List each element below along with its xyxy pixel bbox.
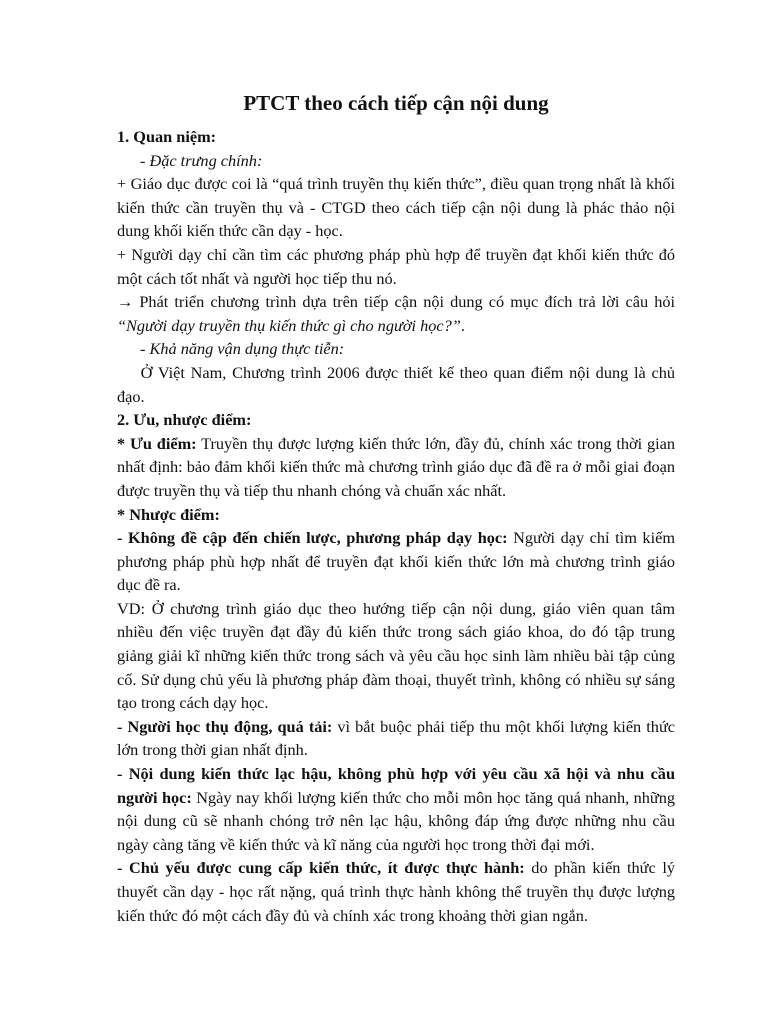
- paragraph-disadvantage-passive: [117, 715, 675, 762]
- paragraph-teacher-methods: + Người dạy chỉ cần tìm các phương pháp phù hợp để truyền đạt khối kiến thức đó một cách tốt nhất và người học tiếp thu nó.: [117, 244, 675, 288]
- section2-heading-text: 2. Ưu, nhược điểm:: [117, 410, 252, 430]
- paragraph-education-concept: + Giáo dục được coi là “quá trình truyền thụ kiến thức”, điều quan trọng nhất là khối kiến thức cần truyền thụ và - CTGD theo cách tiếp cận nội dung là phác thảo nội dung khối kiến thức cần dạy - học.: [117, 174, 675, 241]
- disadvantage-heading-text: * Nhược điểm:: [117, 504, 220, 524]
- disadvantage-outdated-label: - Nội dung kiến thức lạc hậu, không phù hợp với yêu cầu xã hội và nhu cầu người học:: [117, 764, 675, 807]
- paragraph-development-question: “Người dạy truyền thụ kiến thức gì cho người học?”: [117, 315, 461, 335]
- advantage-text: Truyền thụ được lượng kiến thức lớn, đầy đủ, chính xác trong thời gian nhất định: bảo đảm khối kiến thức mà chương trình giáo dục đã đề ra ở mỗi giai đoạn được truyền thụ và tiếp thu nhanh chóng và chuẩn xác nhất.: [117, 433, 675, 500]
- disadvantage-practice-label: - Chủ yếu được cung cấp kiến thức, ít được thực hành:: [117, 858, 525, 878]
- subheading-characteristics-text: - Đặc trưng chính:: [140, 150, 263, 170]
- disadvantage-strategy-label: - Không đề cập đến chiến lược, phương pháp dạy học:: [117, 528, 508, 548]
- paragraph-disadvantage-outdated: [117, 762, 675, 856]
- advantage-label: * Ưu điểm:: [117, 433, 197, 453]
- section2-heading: [117, 408, 675, 432]
- section1-heading-text: 1. Quan niệm:: [117, 127, 217, 146]
- paragraph-advantages: [117, 432, 675, 503]
- paragraph-disadvantage-strategy: [117, 526, 675, 597]
- paragraph-development-purpose: [117, 290, 675, 337]
- disadvantage-strategy-text: Người dạy chỉ tìm kiếm phương pháp phù hợp nhất để truyền đạt khối kiến thức lớn mà chương trình giáo dục đề ra.: [117, 528, 675, 595]
- disadvantage-passive-text: vì bắt buộc phải tiếp thu một khối lượng kiến thức lớn trong thời gian nhất định.: [117, 716, 675, 760]
- subheading-applicability: [117, 337, 675, 361]
- disadvantage-passive-label: - Người học thụ động, quá tải:: [117, 716, 333, 736]
- document-body: [117, 90, 675, 927]
- paragraph-disadvantage-practice: [117, 856, 675, 927]
- disadvantage-outdated-text: Ngày nay khối lượng kiến thức cho mỗi môn học tăng quá nhanh, những nội dung cũ sẽ nhanh chóng trở nên lạc hậu, không đáp ứng được những nhu cầu ngày càng tăng về kiến thức và kĩ năng của người học trong thời đại mới.: [117, 787, 675, 854]
- paragraph-example: VD: Ở chương trình giáo dục theo hướng tiếp cận nội dung, giáo viên quan tâm nhiều đến việc truyền đạt đầy đủ kiến thức trong sách giáo khoa, do đó tập trung giảng giải kĩ những kiến thức trong sách và yêu cầu học sinh làm nhiều bài tập củng cố. Sử dụng chủ yếu là phương pháp đàm thoại, thuyết trình, không có nhiều sự sáng tạo trong cách dạy học.: [117, 598, 675, 713]
- paragraph-vietnam-program: Ở Việt Nam, Chương trình 2006 được thiết kế theo quan điểm nội dung là chủ đạo.: [117, 362, 675, 406]
- disadvantage-practice-text: do phần kiến thức lý thuyết cần dạy - học rất nặng, quá trình thực hành không thể truyền thụ được lượng kiến thức đó một cách đầy đủ và chính xác trong khoảng thời gian ngắn.: [117, 858, 675, 925]
- paragraph-development-text: → Phát triển chương trình dựa trên tiếp cận nội dung có mục đích trả lời câu hỏi: [117, 292, 675, 312]
- document-title: PTCT theo cách tiếp cận nội dung: [243, 91, 549, 115]
- disadvantage-heading: [117, 503, 675, 527]
- section1-heading: [117, 125, 675, 149]
- paragraph-development-end: .: [460, 315, 465, 335]
- subheading-applicability-text: - Khả năng vận dụng thực tiễn:: [140, 339, 345, 359]
- subheading-characteristics: [117, 149, 675, 173]
